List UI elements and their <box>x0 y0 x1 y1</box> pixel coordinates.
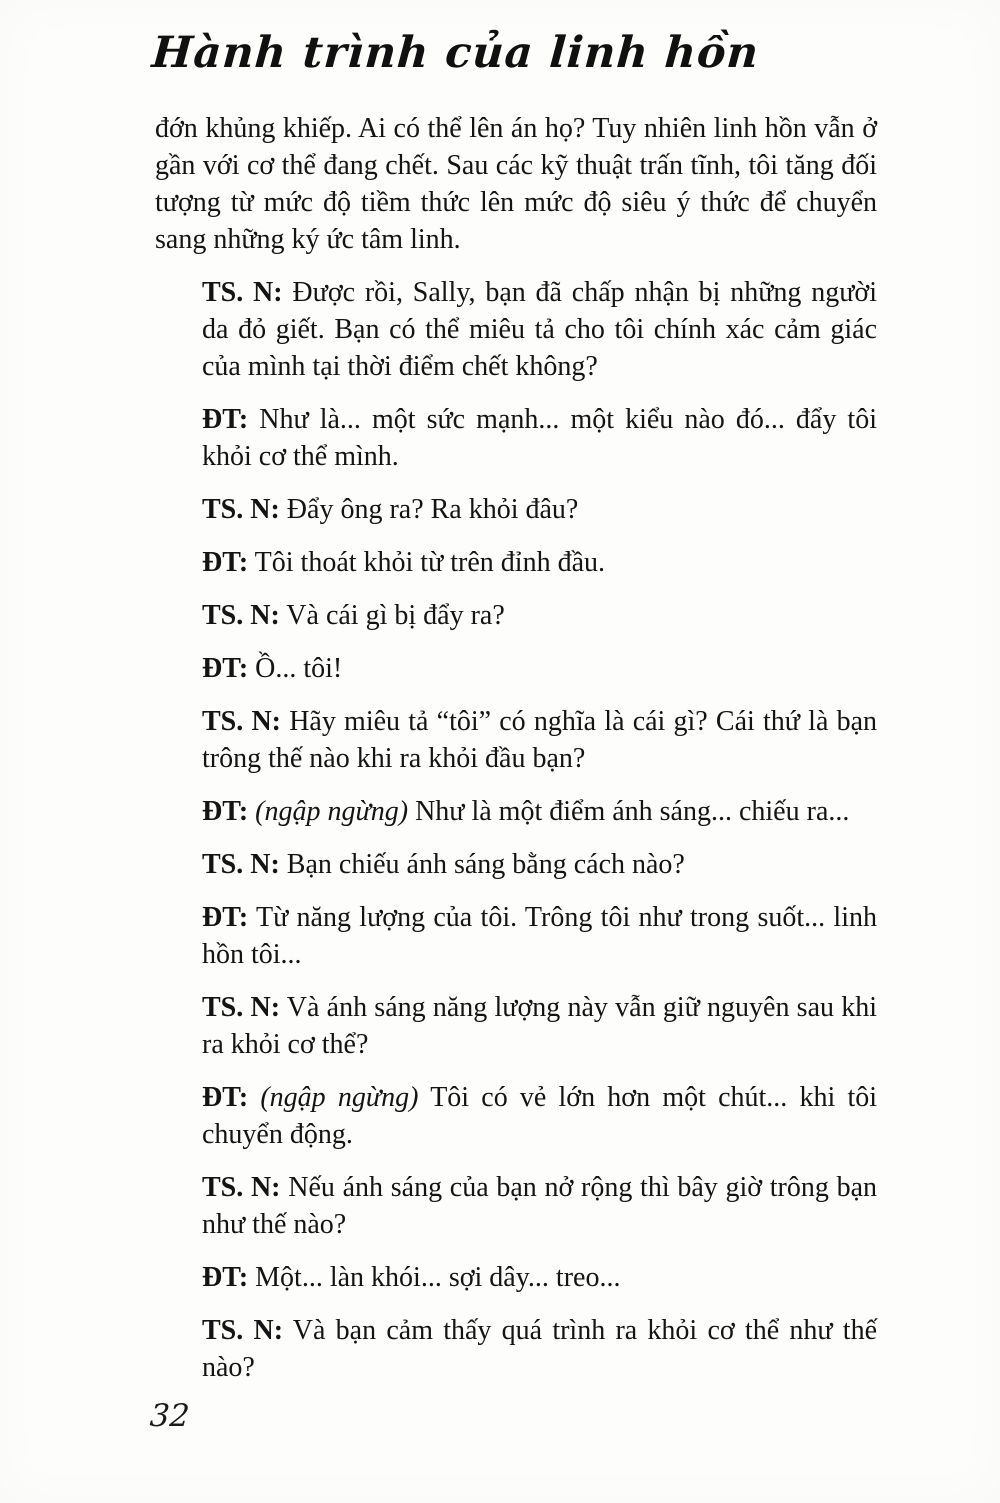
dialogue-text: Bạn chiếu ánh sáng bằng cách nào? <box>286 849 685 880</box>
dialogue-text: Được rồi, Sally, bạn đã chấp nhận bị những người da đỏ giết. Bạn có thể miêu tả cho tôi chính xác cảm giác của mình tại thời điểm chết không? <box>202 277 878 382</box>
speaker-label: TS. N: <box>202 277 283 308</box>
speaker-label: ĐT: <box>202 796 249 827</box>
page-body <box>155 110 877 1386</box>
dialogue-paragraph <box>202 899 877 973</box>
speaker-label: ĐT: <box>202 1262 249 1293</box>
dialogue-paragraph <box>202 1169 877 1243</box>
dialogue-paragraph <box>202 274 877 385</box>
dialogue-paragraph <box>202 793 877 830</box>
dialogue-text: Nếu ánh sáng của bạn nở rộng thì bây giờ trông bạn như thế nào? <box>202 1172 878 1240</box>
dialogue-paragraph <box>202 544 877 581</box>
dialogue-text: Và cái gì bị đẩy ra? <box>286 600 505 631</box>
speaker-label: ĐT: <box>202 902 249 933</box>
speaker-label: ĐT: <box>202 653 249 684</box>
body-paragraph <box>155 110 877 258</box>
dialogue-text: Và bạn cảm thấy quá trình ra khỏi cơ thể như thế nào? <box>202 1315 877 1383</box>
dialogue-paragraph <box>202 703 877 777</box>
speaker-label: ĐT: <box>202 404 249 435</box>
dialogue-paragraph <box>202 846 877 883</box>
stage-direction: (ngập ngừng) <box>260 1082 419 1113</box>
speaker-label: TS. N: <box>202 1315 284 1346</box>
stage-direction: (ngập ngừng) <box>255 796 409 827</box>
dialogue-text: Đẩy ông ra? Ra khỏi đâu? <box>286 494 579 525</box>
speaker-label: ĐT: <box>202 1082 249 1113</box>
speaker-label: TS. N: <box>202 992 281 1023</box>
speaker-label: ĐT: <box>202 547 249 578</box>
speaker-label: TS. N: <box>202 600 280 631</box>
dialogue-paragraph <box>202 401 877 475</box>
dialogue-paragraph <box>202 1259 877 1296</box>
dialogue-text: Một... làn khói... sợi dây... treo... <box>255 1262 621 1293</box>
page-number: 32 <box>148 1398 191 1434</box>
dialogue-paragraph <box>202 1312 877 1386</box>
dialogue-text: Hãy miêu tả “tôi” có nghĩa là cái gì? Cái thứ là bạn trông thế nào khi ra khỏi đầu bạn? <box>202 706 877 774</box>
dialogue-paragraph <box>202 650 877 687</box>
dialogue-text: Như là một điểm ánh sáng... chiếu ra... <box>415 796 850 827</box>
body-text: đớn khủng khiếp. Ai có thể lên án họ? Tuy nhiên linh hồn vẫn ở gần với cơ thể đang chết. Sau các kỹ thuật trấn tĩnh, tôi tăng đối tượng từ mức độ tiềm thức lên mức độ siêu ý thức để chuyển sang những ký ức tâm linh. <box>155 113 877 255</box>
speaker-label: TS. N: <box>202 494 280 525</box>
dialogue-paragraph <box>202 491 877 528</box>
dialogue-paragraph <box>202 1079 877 1153</box>
running-head-book-title: Hành trình của linh hồn <box>150 28 761 78</box>
dialogue-text: Tôi có vẻ lớn hơn một chút... khi tôi chuyển động. <box>202 1082 878 1150</box>
dialogue-text: Và ánh sáng năng lượng này vẫn giữ nguyên sau khi ra khỏi cơ thể? <box>202 992 878 1060</box>
speaker-label: TS. N: <box>202 1172 281 1203</box>
dialogue-paragraph <box>202 989 877 1063</box>
dialogue-text: Như là... một sức mạnh... một kiểu nào đó... đẩy tôi khỏi cơ thể mình. <box>202 404 877 472</box>
dialogue-text: Ồ... tôi! <box>255 653 343 684</box>
dialogue-text: Tôi thoát khỏi từ trên đỉnh đầu. <box>254 547 605 578</box>
speaker-label: TS. N: <box>202 849 280 880</box>
speaker-label: TS. N: <box>202 706 281 737</box>
dialogue-text: Từ năng lượng của tôi. Trông tôi như trong suốt... linh hồn tôi... <box>202 902 877 970</box>
dialogue-paragraph <box>202 597 877 634</box>
